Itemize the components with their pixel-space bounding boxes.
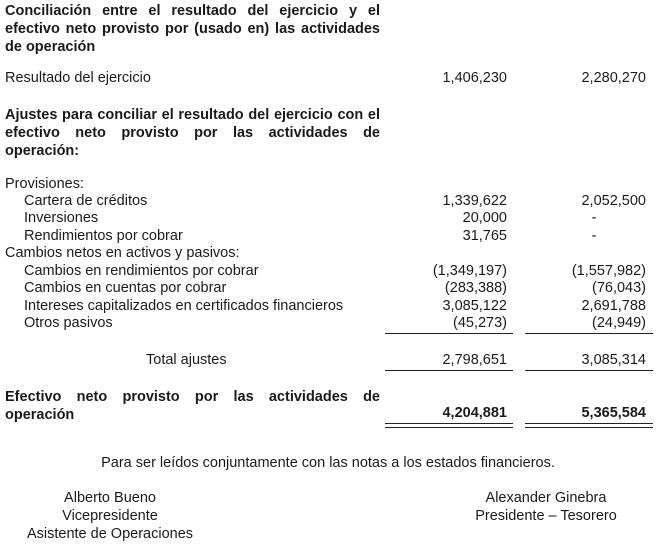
net-cash-label: Efectivo neto provisto por las actividades de operación [5, 389, 380, 423]
total-adjustments-value-y2: 3,085,314 [581, 352, 646, 368]
provision-item-label: Inversiones [24, 210, 99, 226]
provision-item-label: Cartera de créditos [24, 193, 148, 209]
section-heading: Conciliación entre el resultado del ejercicio y el efectivo neto provisto por (usado en) las actividades de operación [5, 3, 380, 55]
net-income-label: Resultado del ejercicio [5, 70, 151, 86]
double-rule-top-y1 [385, 423, 513, 424]
change-item-label: Otros pasivos [24, 315, 113, 331]
change-item-value-y1: (283,388) [444, 280, 507, 296]
net-income-value-y1: 1,406,230 [442, 70, 507, 86]
change-item-value-y1: 3,085,122 [442, 298, 507, 314]
footnote: Para ser leídos conjuntamente con las notas a los estados financieros. [101, 455, 555, 471]
provision-item-value-y1: 20,000 [462, 210, 507, 226]
signature-left-name: Alberto Bueno [64, 490, 156, 506]
provision-item-value-y1: 1,339,622 [442, 193, 507, 209]
total-adjustments-value-y1: 2,798,651 [442, 352, 507, 368]
subtotal-rule-y2 [525, 333, 653, 334]
net-cash-value-y2: 5,365,584 [581, 405, 646, 421]
change-item-value-y2: (24,949) [591, 315, 646, 331]
signature-right-name: Alexander Ginebra [485, 490, 607, 506]
signature-left-title-2: Asistente de Operaciones [26, 526, 194, 542]
provision-item-value-y2: - [591, 228, 597, 244]
signature-left-title: Vicepresidente [62, 508, 158, 524]
net-income-value-y2: 2,280,270 [581, 70, 646, 86]
net-cash-value-y1: 4,204,881 [442, 405, 507, 421]
provisions-label: Provisiones: [5, 176, 84, 192]
provision-item-label: Rendimientos por cobrar [24, 228, 183, 244]
total-adjustments-label: Total ajustes [146, 352, 227, 368]
total-rule-y2 [525, 370, 653, 371]
change-item-value-y2: 2,691,788 [581, 298, 646, 314]
subtotal-rule-y1 [385, 333, 513, 334]
change-item-value-y2: (76,043) [591, 280, 646, 296]
provision-item-value-y1: 31,765 [462, 228, 507, 244]
total-rule-y1 [385, 370, 513, 371]
provision-item-value-y2: - [591, 210, 597, 226]
changes-label: Cambios netos en activos y pasivos: [5, 245, 240, 261]
change-item-label: Cambios en cuentas por cobrar [24, 280, 227, 296]
adjustments-heading: Ajustes para conciliar el resultado del ejercicio con el efectivo neto provisto por las actividades de operación: [5, 107, 380, 159]
double-rule-bottom-y1 [385, 427, 513, 428]
signature-right-title: Presidente – Tesorero [475, 508, 617, 524]
change-item-label: Intereses capitalizados en certificados financieros [24, 298, 344, 314]
provision-item-value-y2: 2,052,500 [581, 193, 646, 209]
change-item-label: Cambios en rendimientos por cobrar [24, 263, 259, 279]
change-item-value-y1: (45,273) [452, 315, 507, 331]
double-rule-top-y2 [525, 423, 653, 424]
double-rule-bottom-y2 [525, 427, 653, 428]
change-item-value-y2: (1,557,982) [571, 263, 646, 279]
change-item-value-y1: (1,349,197) [432, 263, 507, 279]
